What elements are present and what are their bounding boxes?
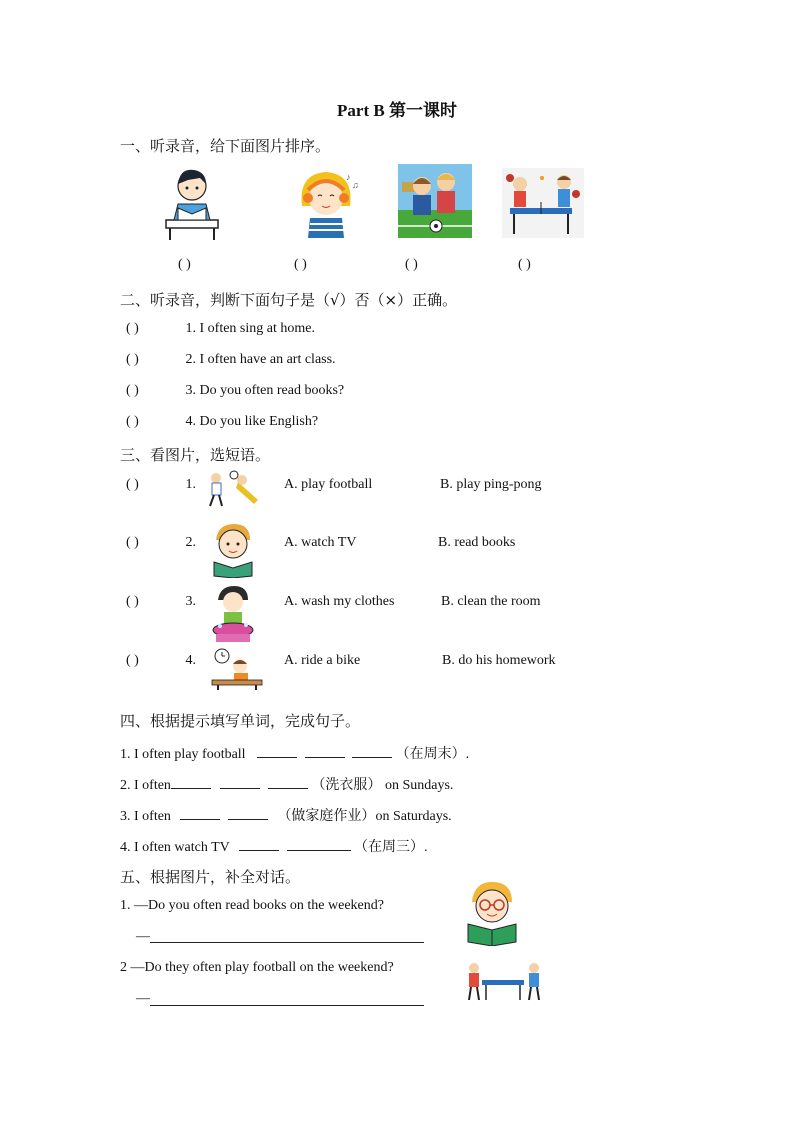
fill-sentence: [120, 805, 452, 825]
boys-soccer-icon: [398, 164, 472, 238]
boy-reading-book-icon: [208, 522, 258, 578]
judge-sentence: 2. I often have an art class.: [185, 352, 336, 367]
section5-heading: 五、根据图片，补全对话。: [120, 868, 301, 886]
svg-text:♫: ♫: [352, 180, 359, 190]
judge-sentence: 4. Do you like English?: [185, 414, 319, 429]
judge-item: [126, 383, 344, 399]
judge-sentence: 1. I often sing at home.: [185, 321, 315, 336]
chinese-hint: （洗衣服）: [311, 777, 382, 793]
blank[interactable]: [257, 745, 297, 758]
sentence-end: .: [424, 840, 428, 855]
answer-slot[interactable]: ( ): [126, 477, 139, 492]
blank[interactable]: [352, 745, 392, 758]
chinese-hint: （在周末）: [395, 746, 466, 762]
choice-item: [126, 535, 196, 551]
dialogue-answer-dash: —: [136, 991, 150, 1006]
item-number: 2.: [185, 535, 196, 550]
sentence-start: 1. I often play football: [120, 747, 246, 762]
answer-slot[interactable]: ( ): [126, 535, 139, 550]
section2-heading: 二、听录音，判断下面句子是（√）否（×）正确。: [120, 291, 458, 309]
option-b[interactable]: B. read books: [438, 535, 516, 550]
dialogue-answer-dash: —: [136, 929, 150, 944]
option-a[interactable]: A. wash my clothes: [284, 594, 395, 609]
sentence-end: on Sundays.: [381, 778, 454, 793]
item-number: 4.: [185, 653, 196, 668]
judge-item: [126, 414, 318, 430]
sentence-start: 3. I often: [120, 809, 171, 824]
sentence-end: on Saturdays.: [375, 809, 452, 824]
answer-line[interactable]: [150, 1005, 424, 1006]
choice-item: [126, 594, 196, 610]
sentence-end: .: [465, 747, 470, 762]
judge-item: [126, 321, 315, 337]
answer-slot[interactable]: ( ): [126, 414, 139, 429]
blank[interactable]: [180, 807, 220, 820]
blank[interactable]: [239, 838, 279, 851]
option-a[interactable]: A. play football: [284, 477, 373, 492]
sentence-start: 2. I often: [120, 778, 171, 793]
blank[interactable]: [171, 776, 211, 789]
svg-text:♪: ♪: [346, 172, 351, 182]
answer-slot[interactable]: ( ): [126, 383, 139, 398]
judge-item: [126, 352, 336, 368]
item-number: 1.: [185, 477, 196, 492]
sentence-start: 4. I often watch TV: [120, 840, 230, 855]
section3-heading: 三、看图片，选短语。: [120, 446, 271, 464]
chinese-hint: （做家庭作业）: [277, 808, 376, 824]
girl-washing-clothes-icon: [206, 584, 260, 644]
item-number: 3.: [185, 594, 196, 609]
answer-slot[interactable]: ( ): [126, 594, 139, 609]
kids-table-tennis-icon: [464, 960, 546, 1004]
option-b[interactable]: B. play ping-pong: [440, 477, 542, 492]
answer-slot[interactable]: ( ): [126, 321, 139, 336]
page-title: Part B 第一课时: [337, 101, 457, 120]
dialogue-question: 2 —Do they often play football on the weekend?: [120, 960, 394, 975]
section4-heading: 四、根据提示填写单词，完成句子。: [120, 712, 361, 730]
choice-item: [126, 477, 196, 493]
dialogue-question: 1. —Do you often read books on the weekend?: [120, 898, 384, 913]
section1-heading: 一、听录音，给下面图片排序。: [120, 137, 331, 155]
boy-doing-homework-icon: [208, 646, 264, 690]
option-a[interactable]: A. watch TV: [284, 535, 357, 550]
fill-sentence: [120, 774, 453, 794]
answer-slot[interactable]: ( ): [126, 352, 139, 367]
answer-slot[interactable]: ( ): [178, 257, 191, 272]
fill-sentence: [120, 836, 428, 856]
answer-line[interactable]: [150, 942, 424, 943]
judge-sentence: 3. Do you often read books?: [185, 383, 345, 398]
answer-slot[interactable]: ( ): [126, 653, 139, 668]
blank[interactable]: [228, 807, 268, 820]
fill-sentence: [120, 743, 469, 763]
option-a[interactable]: A. ride a bike: [284, 653, 361, 668]
blank[interactable]: [287, 838, 351, 851]
boy-reading-icon: [160, 164, 226, 240]
choice-item: [126, 653, 196, 669]
option-b[interactable]: B. do his homework: [442, 653, 556, 668]
soccer-goalkeeper-icon: [204, 468, 262, 508]
option-b[interactable]: B. clean the room: [441, 594, 541, 609]
kids-ping-pong-icon: [502, 168, 584, 238]
answer-slot[interactable]: ( ): [518, 257, 531, 272]
answer-slot[interactable]: ( ): [405, 257, 418, 272]
blank[interactable]: [220, 776, 260, 789]
chinese-hint: （在周三）: [354, 839, 425, 855]
blank[interactable]: [305, 745, 345, 758]
boy-reading-glasses-icon: [462, 880, 522, 946]
answer-slot[interactable]: ( ): [294, 257, 307, 272]
girl-listening-music-icon: [288, 166, 366, 238]
blank[interactable]: [268, 776, 308, 789]
